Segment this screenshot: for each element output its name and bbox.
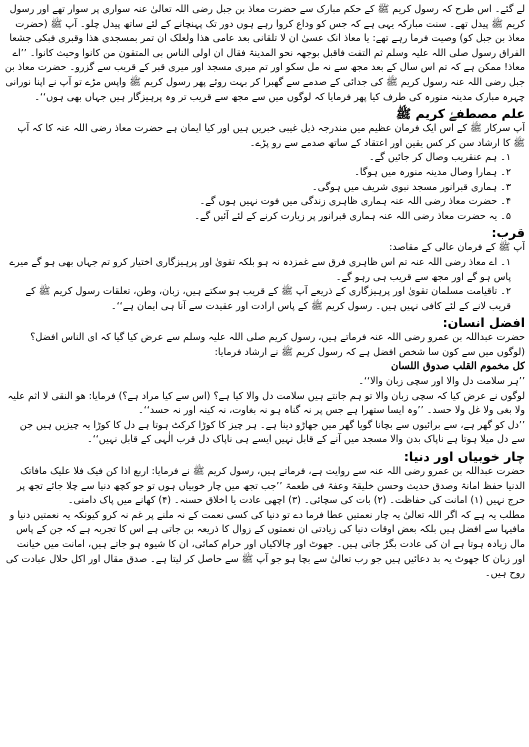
numbered-item: ۱۔ اے معاذ رضی اللہ عنہ تم اس ظاہری فرق سے غمزدہ نہ ہو بلکہ تقویٰ اور پرہیزگاری اختیار کرو تم جہاں بھی ہو گے میرے پاس ہو گے اور مجھ سے قریب ہی رہو گے۔ bbox=[9, 256, 511, 283]
arabic-quote: کل مخموم القلب صدوق اللسان bbox=[391, 361, 525, 373]
section-heading: قرب: bbox=[491, 225, 525, 241]
paragraph: ’’دل کو گھر ہے، سے برائیوں سے بچانا گویا گھر میں جھاڑو دینا ہے۔ ہر چیز کا کوڑا کرکٹ ہوتا ہے دل کا کوڑا یہ چیزیں ہیں جن سے دل میلا ہوتا ہے ناپاک بدن والا مسجد میں آنے کے قابل نہیں ایسے ہی ناپاک دل قرب الٰہی کے قابل نہیں‘‘۔ bbox=[19, 419, 525, 446]
paragraph: ’’ہر سلامت دل والا اور سچی زبان والا‘‘۔ bbox=[358, 376, 525, 388]
paragraph: آپ سرکار ﷺ کے اس ایک فرمان عظیم میں مندرجہ ذیل غیبی خبریں ہیں اور کیا ایمان ہے حضرت معاذ رضی اللہ عنہ کا کہ آپ ﷺ کا ارشاد سن کر کس یقین اور اعتقاد کے ساتھ صدمے سے رو پڑے۔ bbox=[17, 123, 525, 149]
section-heading: چار خوبیاں اور دنیا: bbox=[403, 449, 525, 465]
numbered-item: ۲۔ ہمارا وصال مدینہ منورہ میں ہوگا۔ bbox=[354, 166, 511, 178]
section-heading: افضل انسان: bbox=[442, 315, 525, 331]
paragraph: حضرت عبداللہ بن عمرو رضی اللہ عنہ فرماتے ہیں، رسول کریم صلی اللہ علیہ وسلم سے عرض کیا گیا کہ ای الناس افضل؟ (لوگوں میں سے کون سا شخص افضل ہے کہ رسول کریم ﷺ نے ارشاد فرمایا: bbox=[30, 332, 525, 358]
paragraph: لوگوں نے عرض کیا کہ سچی زبان والا تو ہم جانتے ہیں سلامت دل والا کیا ہے؟ (اس سے کیا مراد ہے؟) فرمایا: ھو النقی لا اثم علیہ ولا بغی ولا غل ولا حسد۔ ’’وہ ایسا ستھرا ہے جس پر نہ گناہ ہو نہ بغاوت، نہ کینہ اور نہ حسد‘‘۔ bbox=[7, 390, 525, 417]
numbered-item: ۵۔ یہ حضرت معاذ رضی اللہ عنہ ہماری قبرانور پر زیارت کرنے کے لئے آئیں گے۔ bbox=[194, 210, 511, 222]
paragraph: حضرت عبداللہ بن عمرو رضی اللہ عنہ سے روایت ہے، فرماتے ہیں، رسول کریم ﷺ نے فرمایا: اربع اذا کن فیک فلا علیک مافاتک الدنیا حفظ امانۃ وصدق حدیث وحسن خلیقۃ وعفۃ فی طعمۃ ’’جب تجھ میں چار خوبیاں ہوں تو جو کچھ دنیا سے چلا جائے تجھ پر حرج نہیں (۱) امانت کی حفاظت۔ (۲) بات کی سچائی۔ (۳) اچھی عادت یا اخلاق حسنہ۔ (۴) کھانے میں پاک دامنی۔ bbox=[17, 466, 525, 507]
numbered-item: ۱۔ ہم عنقریب وصال کر جائیں گے۔ bbox=[368, 152, 511, 164]
numbered-item: ۳۔ ہماری قبرانور مسجد نبوی شریف میں ہوگی۔ bbox=[311, 181, 511, 193]
numbered-item: ۲۔ تاقیامت مسلمان تقویٰ اور پرہیزگاری کے ذریعے آپ ﷺ کے قریب ہو سکتے ہیں، زبان، وطن، تعلقات رسول کریم ﷺ کے قریب لانے کے لئے کافی نہیں ہیں۔ رسول کریم ﷺ کے پاس ارادت اور عقیدت سے آنا ہی ایمان ہے‘‘۔ bbox=[25, 286, 511, 312]
paragraph: لے گئے۔ اس طرح کہ رسول کریم ﷺ کے حکم مبارک سے حضرت معاذ بن جبل رضی اللہ تعالیٰ عنہ سواری پر سوار تھے اور رسول کریم ﷺ پیدل تھے۔ سنت مبارکہ یہی ہے کہ جس کو وداع کروا رہے ہوں دور تک پہنچانے کے لئے ساتھ پیدل چلو۔ آپ ﷺ (حضرت معاذ بن جبل کو) وصیت فرما رہے تھے: یا معاذ انک عسیٰ ان لا تلقانی بعد عامی ھذا ولعلک ان تمر بمسجدی ھذا وقبری فبکی جشعا الفراق رسول صلی اللہ علیہ وسلم ثم التفت فاقبل بوجھہ نحو المدینۃ فقال ان اولی الناس بی المتقون من کانوا وحیث کانوا۔ ’’اے معاذ! ممکن ہے کہ تم اس سال کے بعد مجھ سے نہ مل سکو اور تم میری مسجد اور میری قبر کے قریب سے گزرو۔ حضرت معاذ بن جبل رضی اللہ عنہ رسول کریم ﷺ کی جدائی کے صدمے سے گھبرا کر بہت روئے پھر رسول کریم ﷺ واپس مڑے تو آپ نے اپنا نورانی چہرہ مبارک مدینہ منورہ کی طرف کیا پھر فرمایا کہ لوگوں میں سے مجھ سے قریب تر وہ پرہیزگار ہیں جہاں بھی ہوں‘‘۔ bbox=[4, 4, 525, 103]
paragraph: مطلب یہ ہے کہ اگر اللہ تعالیٰ یہ چار نعمتیں عطا فرما دے تو دنیا کی کسی نعمت کے نہ ملنے پر غم نہ کرو کیونکہ یہ نعمتیں دنیا و مافیہا سے افضل ہیں بلکہ بعض اوقات دنیا کی زیادتی ان نعمتوں کے زوال کا ذریعہ بن جاتی ہے اس کا تجربہ ہے کہ جن کے پاس مال زیادہ ہوتا ہے ان کی عادت بگڑ جاتی ہیں۔ جھوٹ اور چالاکیاں اور حرام کمائی، ان کا شیوہ ہو جاتے ہیں، امانت میں خیانت اور زبان کا جھوٹ یہ بد دعائیں ہیں جو رب تعالیٰ سے بچا ہو جو آپ ﷺ سے حاصل کر لیتا ہے۔ صدق مقال اور اکل حلال عبادت کی روح ہیں۔ bbox=[5, 509, 525, 580]
paragraph: آپ ﷺ کے فرمان عالی کے مقاصد: bbox=[389, 242, 525, 254]
document-page bbox=[4, 3, 525, 741]
section-heading: علم مصطفےٰ کریم ﷺ bbox=[396, 106, 525, 122]
numbered-item: ۴۔ حضرت معاذ رضی اللہ عنہ ہماری ظاہری زندگی میں فوت نہیں ہوں گے۔ bbox=[199, 196, 511, 208]
